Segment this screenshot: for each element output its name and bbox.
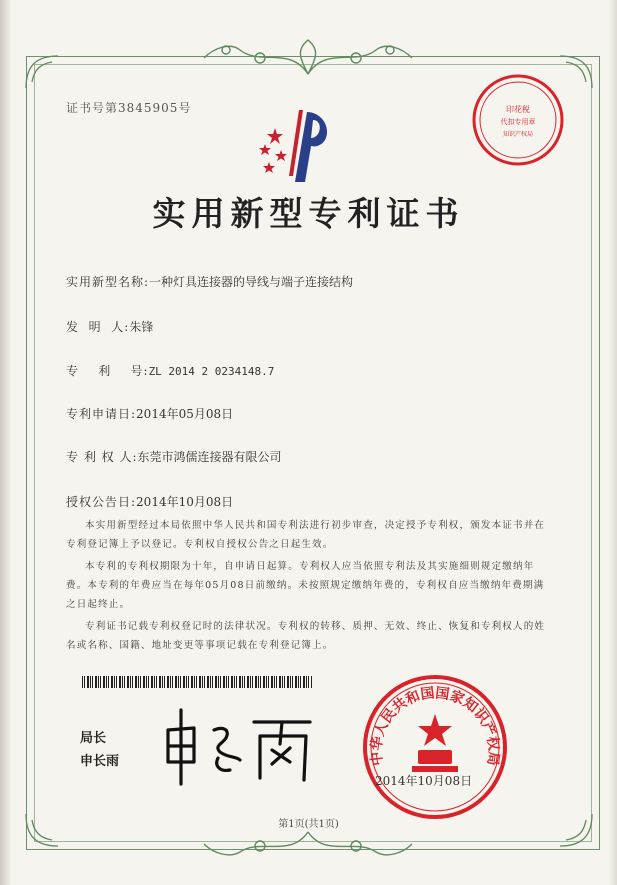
field-label: 发 明 人: — [66, 320, 130, 334]
field-grant-date — [66, 493, 233, 510]
director-title: 局长 — [80, 731, 107, 746]
field-application-date — [66, 405, 233, 422]
field-value: 一种灯具连接器的导线与端子连接结构 — [149, 275, 354, 289]
body-paragraph: 专利证书记载专利权登记时的法律状况。专利权的转移、质押、无效、终止、恢复和专利权人的姓名或名称、国籍、地址变更等事项记载在专利登记簿上。 — [66, 621, 546, 651]
field-label: 专利申请日: — [66, 407, 137, 421]
top-ornament-icon — [200, 36, 417, 78]
certificate-body — [66, 516, 550, 658]
corner-ornament-icon — [22, 52, 62, 92]
tax-seal-stamp — [468, 70, 568, 170]
barcode — [82, 676, 312, 688]
field-patent-number — [66, 362, 274, 379]
field-label: 专 利 号: — [66, 364, 149, 378]
field-value: 2014年10月08日 — [136, 495, 234, 509]
field-inventor — [66, 318, 153, 335]
certificate-title: 实用新型专利证书 — [152, 194, 465, 233]
patent-office-logo — [255, 106, 355, 186]
director-name: 申长雨 — [80, 754, 120, 769]
bottom-ornament-icon — [200, 828, 417, 864]
field-value: 朱锋 — [129, 320, 154, 334]
seal-date: 2014年10月08日 — [375, 774, 473, 788]
svg-text:印花税: 印花税 — [506, 105, 530, 114]
page-fold-right — [609, 0, 617, 885]
field-patentee — [66, 448, 282, 465]
official-seal-stamp — [360, 672, 510, 822]
page-fold-left — [0, 0, 10, 885]
body-paragraph: 本实用新型经过本局依照中华人民共和国专利法进行初步审查，决定授予专利权，颁发本证书并在专利登记簿上予以登记。专利权自授权公告之日起生效。 — [66, 520, 546, 550]
field-value: 2014年05月08日 — [136, 407, 234, 421]
field-utility-name — [66, 273, 353, 290]
director-signature — [150, 700, 330, 790]
certificate-number: 证书号第3845905号 — [66, 101, 192, 115]
svg-text:代扣专用章: 代扣专用章 — [500, 118, 536, 126]
page-number: 第1页(共1页) — [278, 819, 339, 830]
field-value: 东莞市鸿儒连接器有限公司 — [137, 450, 282, 464]
field-label: 实用新型名称: — [66, 275, 150, 289]
svg-text:中华人民共和国国家知识产权局: 中华人民共和国国家知识产权局 — [368, 685, 502, 767]
body-paragraph: 本专利的专利权期限为十年，自申请日起算。专利权人应当依照专利法及其实施细则规定缴纳年费。本专利的年费应当在每年05月08日前缴纳。未按照规定缴纳年费的，专利权自应当缴纳年费期满之日起终止。 — [66, 561, 545, 610]
svg-text:知识产权局: 知识产权局 — [502, 131, 534, 138]
field-value: ZL 2014 2 0234148.7 — [148, 365, 275, 378]
field-label: 专 利 权 人: — [66, 450, 138, 464]
field-label: 授权公告日: — [66, 495, 137, 509]
